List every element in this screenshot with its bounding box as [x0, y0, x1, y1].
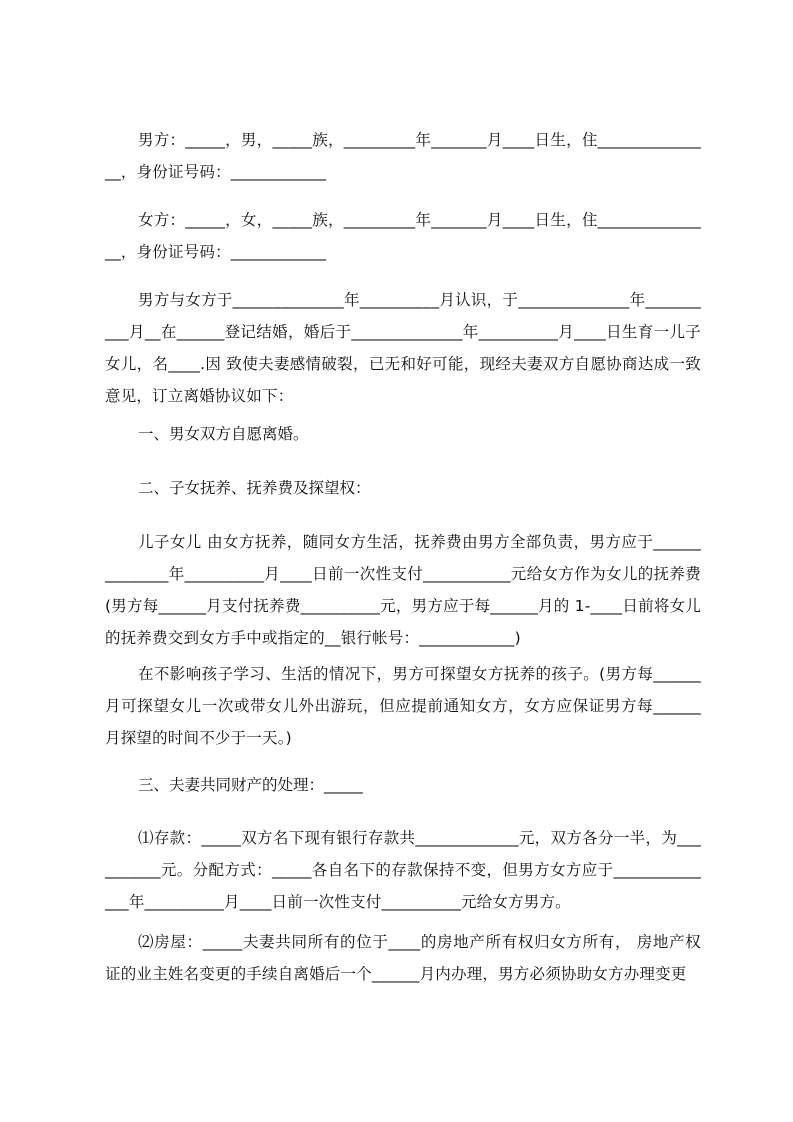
article-1-heading: 一、男女双方自愿离婚。: [138, 425, 309, 443]
deposit-paragraph: ⑴存款：_____双方名下现有银行存款共_____________元，双方各分一半，为__________元。分配方式：_____各自名下的存款保持不变，但男方女方应于______________年__________月____日前一次性支付__________元给女方男方。: [105, 829, 701, 911]
house-paragraph: ⑵房屋：_____夫妻共同所有的位于____的房地产所有权归女方所有， 房地产权证的业主姓名变更的手续自离婚后一个______月内办理，男方必须协助女方办理变更: [105, 933, 701, 983]
intro-paragraph: 男方与女方于______________年__________月认识，于______________年__________月__在______登记结婚，婚后于______________年__________月____日生育一儿子女儿，名____.因 致使夫妻感情破裂，已无和好可能，现经夫妻双方自愿协商达成一致意见，订立离婚协议如下：: [105, 291, 701, 405]
article-2-heading: 二、子女抚养、抚养费及探望权：: [138, 479, 371, 497]
visitation-paragraph: 在不影响孩子学习、生活的情况下，男方可探望女方抚养的孩子。(男方每______月可探望女儿一次或带女儿外出游玩，但应提前通知女方，女方应保证男方每______月探望的时间不少于一天。): [105, 665, 701, 747]
article-3-heading: 三、夫妻共同财产的处理：_____: [138, 776, 363, 794]
custody-support-paragraph: 儿子女儿 由女方抚养，随同女方生活，抚养费由男方全部负责，男方应于______________年__________月____日前一次性支付___________元给女方作为女儿的抚养费(男方每______月支付抚养费__________元，男方应于每______月的 1-____日前将女儿的抚养费交到女方手中或指定的__银行帐号：____________): [105, 533, 701, 647]
female-party-paragraph: 女方：_____，女，_____族，_________年_______月____日生，住_______________，身份证号码：____________: [105, 211, 701, 261]
male-party-paragraph: 男方：_____，男，_____族，_________年_______月____日生，住_______________，身份证号码：____________: [105, 131, 701, 181]
